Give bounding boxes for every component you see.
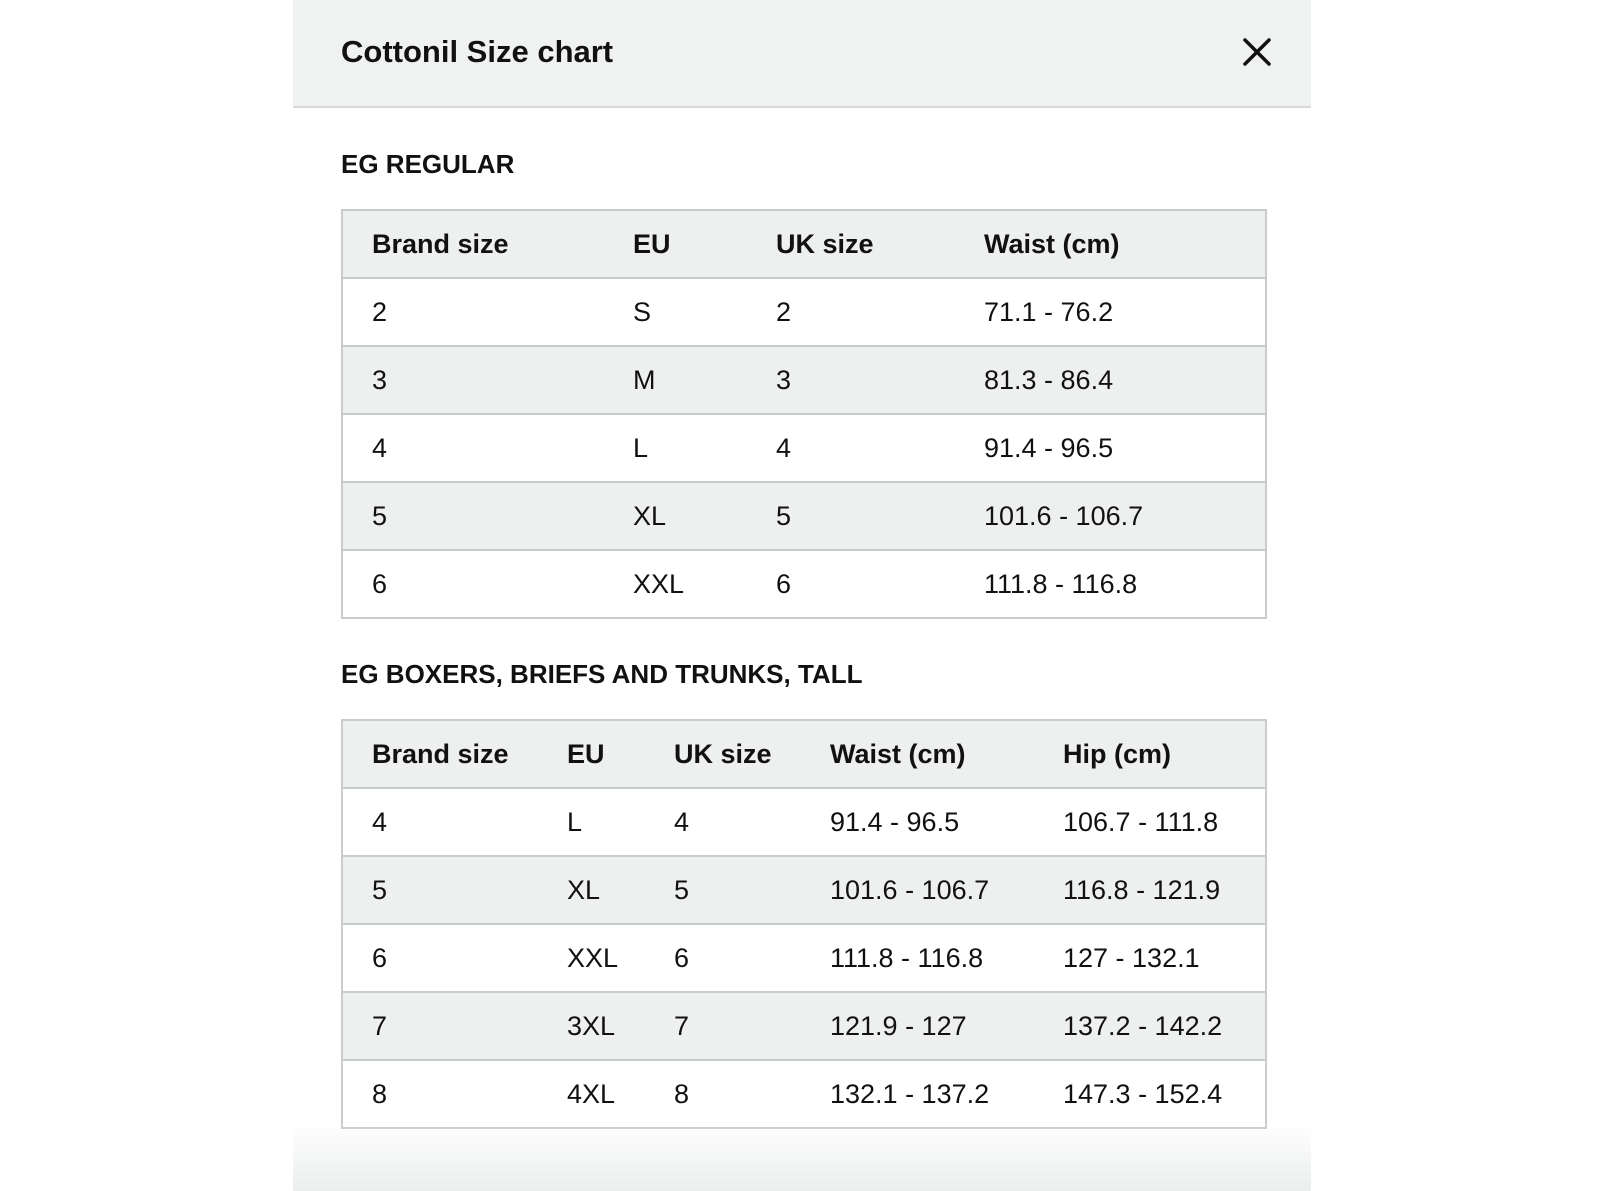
table-cell: 6 (342, 550, 604, 618)
table-cell: 147.3 - 152.4 (1034, 1060, 1266, 1128)
column-header: Waist (cm) (801, 720, 1034, 788)
table-cell: 3XL (538, 992, 645, 1060)
table-header-row (342, 720, 1266, 788)
table-cell: XXL (538, 924, 645, 992)
table-cell: 4XL (538, 1060, 645, 1128)
table-cell: 8 (342, 1060, 538, 1128)
table-cell: 4 (747, 414, 955, 482)
table-cell: 7 (645, 992, 801, 1060)
table-cell: XL (604, 482, 747, 550)
column-header: UK size (747, 210, 955, 278)
table-row (342, 482, 1266, 550)
table-cell: 6 (645, 924, 801, 992)
table-cell: XXL (604, 550, 747, 618)
table-cell: 6 (747, 550, 955, 618)
modal-header (293, 0, 1311, 108)
table-cell: M (604, 346, 747, 414)
table-cell: 81.3 - 86.4 (955, 346, 1266, 414)
table-cell: 7 (342, 992, 538, 1060)
table-row (342, 992, 1266, 1060)
table-cell: 137.2 - 142.2 (1034, 992, 1266, 1060)
column-header: Waist (cm) (955, 210, 1266, 278)
table-row (342, 1060, 1266, 1128)
table-cell: 4 (645, 788, 801, 856)
size-table-regular (341, 209, 1267, 619)
table-cell: 3 (747, 346, 955, 414)
table-cell: S (604, 278, 747, 346)
table-row (342, 924, 1266, 992)
modal-title: Cottonil Size chart (341, 34, 614, 69)
section-title-tall: EG BOXERS, BRIEFS AND TRUNKS, TALL (341, 659, 863, 689)
table-cell: 4 (342, 414, 604, 482)
table-row (342, 346, 1266, 414)
table-cell: L (604, 414, 747, 482)
close-button[interactable] (1235, 30, 1279, 74)
table-cell: 116.8 - 121.9 (1034, 856, 1266, 924)
table-cell: 101.6 - 106.7 (801, 856, 1034, 924)
column-header: EU (604, 210, 747, 278)
column-header: Hip (cm) (1034, 720, 1266, 788)
table-row (342, 550, 1266, 618)
close-icon (1235, 30, 1279, 74)
table-row (342, 278, 1266, 346)
size-chart-modal (293, 0, 1311, 1191)
table-cell: 91.4 - 96.5 (801, 788, 1034, 856)
table-cell: 111.8 - 116.8 (801, 924, 1034, 992)
column-header: Brand size (342, 210, 604, 278)
table-cell: 127 - 132.1 (1034, 924, 1266, 992)
section-title-regular: EG REGULAR (341, 149, 515, 179)
table-cell: 6 (342, 924, 538, 992)
table-cell: 3 (342, 346, 604, 414)
table-cell: 5 (645, 856, 801, 924)
table-cell: L (538, 788, 645, 856)
table-header-row (342, 210, 1266, 278)
table-cell: 111.8 - 116.8 (955, 550, 1266, 618)
table-cell: 2 (342, 278, 604, 346)
table-row (342, 788, 1266, 856)
table-cell: 5 (747, 482, 955, 550)
table-cell: 91.4 - 96.5 (955, 414, 1266, 482)
table-cell: 8 (645, 1060, 801, 1128)
table-cell: 2 (747, 278, 955, 346)
size-table-tall (341, 719, 1267, 1129)
table-cell: 121.9 - 127 (801, 992, 1034, 1060)
column-header: EU (538, 720, 645, 788)
table-row (342, 414, 1266, 482)
table-cell: 5 (342, 482, 604, 550)
column-header: Brand size (342, 720, 538, 788)
table-cell: 132.1 - 137.2 (801, 1060, 1034, 1128)
table-cell: 4 (342, 788, 538, 856)
table-cell: XL (538, 856, 645, 924)
table-cell: 106.7 - 111.8 (1034, 788, 1266, 856)
scroll-fade (293, 1121, 1311, 1191)
table-row (342, 856, 1266, 924)
table-cell: 5 (342, 856, 538, 924)
table-cell: 101.6 - 106.7 (955, 482, 1266, 550)
table-cell: 71.1 - 76.2 (955, 278, 1266, 346)
column-header: UK size (645, 720, 801, 788)
